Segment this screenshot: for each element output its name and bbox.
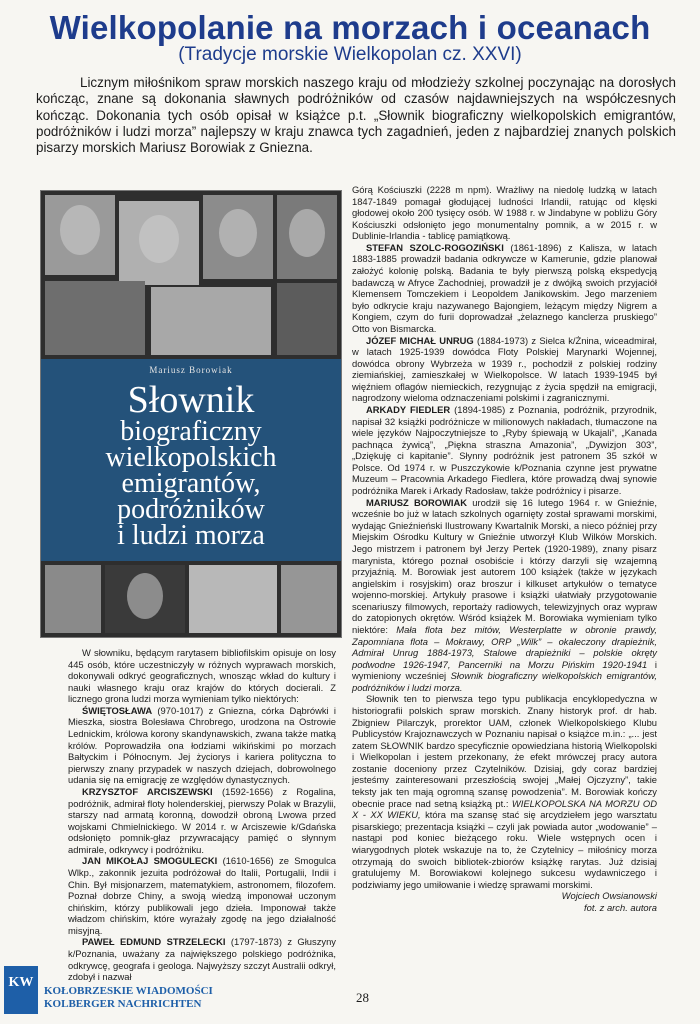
cover-title-line: Słownik bbox=[127, 379, 255, 421]
paragraph-text: i wymieniony wcześniej bbox=[352, 658, 657, 682]
book-cover-image bbox=[40, 190, 342, 638]
cover-title-panel bbox=[41, 359, 341, 561]
cover-photo bbox=[189, 565, 277, 633]
book-titles: Mała flota bez mitów, Westerplatte w obronie prawdy, Zapomniana flota – Mokrawy, ORP „Wilk” – okaleczony drapieżnik, Admirał Unrug 1884-1973, Stalowe drapieżniki – polskie okręty podwodne 1926-1947, Pancerniki na Morzu Pińskim 1920-1941 bbox=[352, 623, 657, 670]
paragraph-text: Słownik ten to pierwsza tego typu publikacja encyklopedyczna w historiografii polskich spraw morskich. Znany historyk prof. dr hab. Zbigniew Pilarczyk, prorektor UAM, członek Wielkopolskiego Klubu Publicystów Krajoznawczych w Poznaniu napisał o książce m.in.: „... jest zatem SŁOWNIK bardzo specyficznie opowiedziana historią Wielkopolski i Wielkopolan i jestem przekonany, że efekt mrówczej pracy autora zostanie doceniony przez Czytelników. Dzisiaj, gdy coraz bardziej jesteśmy zainteresowani przeszłością swojej „Małej Ojczyzny”, takie teksty jak ten mają ogromną szansę powodzenia”. M. Borowiak kończy obecnie prace nad setną książką pt.: bbox=[352, 693, 657, 809]
article-title: Wielkopolanie na morzach i oceanach bbox=[49, 9, 651, 46]
paragraph-text: (1592-1656) z Rogalina, podróżnik, admirał floty holenderskiej, pierwszy Polak w Brazylii, starszy nad armatą koronną, dowodził obroną Lwowa przed wojskami Chmielnickiego. W 2014 r. w Arciszewie k/Gdańska odsłonięto pomnik-głaz przywracający pamięć o słynnym admirale, odkrywcy i podróżniku. bbox=[68, 785, 336, 855]
magazine-name-german: KOLBERGER NACHRICHTEN bbox=[44, 998, 202, 1010]
right-column bbox=[352, 184, 657, 913]
book-title: Słownik biograficzny wielkopolskich emigrantów, podróżników i ludzi morza. bbox=[352, 670, 657, 693]
person-name: JAN MIKOŁAJ SMOGULECKI bbox=[82, 855, 218, 867]
magazine-logo bbox=[4, 966, 38, 1014]
magazine-name bbox=[44, 985, 213, 1011]
paragraph bbox=[68, 705, 336, 786]
person-name: KRZYSZTOF ARCISZEWSKI bbox=[82, 785, 213, 797]
photo-credit: fot. z arch. autora bbox=[584, 901, 657, 913]
person-name: MARIUSZ BOROWIAK bbox=[366, 496, 468, 508]
paragraph-text: (970-1017) z Gniezna, córka Dąbrówki i Mieszka, siostra Bolesława Chrobrego, urodzona na Ostrowie Lednickim, królowa korony skandynawskich, zwana także matką królów. Poprowadziła ona łodziami wikińskimi po morzach Bałtyckim i Północnym. Jej życiorys i kariera polityczna to pierwszy znany przypadek w naszych dziejach, dobrowolnego udania się na emigrację ze względów dynastycznych. bbox=[68, 704, 336, 786]
cover-title-line: wielkopolskich bbox=[105, 442, 277, 473]
cover-author: Mariusz Borowiak bbox=[149, 365, 233, 375]
paragraph bbox=[352, 693, 657, 890]
paragraph bbox=[68, 855, 336, 936]
article-author: Wojciech Owsianowski bbox=[561, 890, 657, 902]
cover-title-line: biograficzny bbox=[120, 416, 262, 447]
person-name: STEFAN SZOLC-ROGOZIŃSKI bbox=[366, 241, 504, 253]
left-column bbox=[68, 647, 336, 983]
cover-photo bbox=[105, 565, 185, 633]
cover-photo bbox=[203, 195, 273, 279]
paragraph: Górą Kościuszki (2228 m npm). Wrażliwy na niedolę ludzką w latach 1847-1849 pomagał głodującej ludności Irlandii, ratując od klęski głodowej około 200 tysięcy osób. W 1988 r. w Jindabyne w pobliżu Góry Kościuszki odsłonięto jego monumentalny pomnik, a w 2015 r. w Dublinie-Irlandia - tablicę pamiątkową. bbox=[352, 184, 657, 242]
paragraph bbox=[352, 242, 657, 335]
cover-photo bbox=[119, 201, 199, 285]
cover-photo bbox=[281, 565, 337, 633]
paragraph bbox=[68, 936, 336, 982]
paragraph-text: (1861-1896) z Kalisza, w latach 1883-1885 prowadził badania odkrywcze w Kamerunie, gdzie planował założyć kolonię polską. Badania te były pierwszą polską ekspedycją badawczą w Afryce Zachodniej, prowadził je z dwójką swoich przyjaciół Klemensem Tomczekiem i Leopoldem Janikowskim. Jego marzeniem było odkrycie kraju nazywanego Bajongiem, leżącym między Nigrem a Kongiem, czym do furii doprowadzał „żelaznego kanclerza pruskiego” Otto von Bismarcka. bbox=[352, 241, 657, 334]
cover-title-line: i ludzi morza bbox=[117, 520, 265, 551]
paragraph-text: (1884-1973) z Sielca k/Żnina, wiceadmirał, w latach 1925-1939 dowódca Floty Polskiej Marynarki Wojennej, dowódca obrony Wybrzeża w 1939 r., pochodził z polskiej rodziny ziemiańskiej, zamieszkałej w Wielkopolsce. W latach 1939-1945 był więźniem oflagów niemieckich, rezygnując z życia spędził na emigracji, nagrodzony wieloma odznaczeniami polskimi i zagranicznymi. bbox=[352, 334, 657, 404]
cover-photo bbox=[277, 283, 337, 355]
cover-photo bbox=[45, 281, 145, 355]
cover-title bbox=[41, 381, 341, 549]
person-name: ŚWIĘTOSŁAWA bbox=[82, 704, 153, 716]
page-number: 28 bbox=[356, 990, 369, 1005]
cover-photo bbox=[45, 565, 101, 633]
paragraph bbox=[68, 786, 336, 855]
paragraph-text: (1894-1985) z Poznania, podróżnik, przyrodnik, napisał 32 książki podróżnicze w milionowych nakładach, tłumaczone na wiele języków Najpoczytniejsze to „Ryby śpiewają w Ukajali”, „Kanada pachnąca żywicą”, „Piękna straszna Amazonia”, „Dywizjon 303”, „Dziękuję ci kapitanie”. Słynny podróżnik jest patronem 35 szkół w Polsce. Od 1974 r. w Puszczykowie k/Poznania czynne jest prywatne Muzeum – Pracownia Arkadego Fiedlera, które prowadzą dwaj synowie podróżnika Marek i Arkady Radosław, także podróżnicy i pisarze. bbox=[352, 403, 657, 497]
article-intro: Licznym miłośnikom spraw morskich naszego kraju od młodzieży szkolnej poczynając na dorosłych kończąc, znane są dokonania sławnych podróżników od czasów najdawniejszych na współczesnych kończąc. Dokonania tych osób opisał w książce p.t. „Słownik biograficzny wielkopolskich emigrantów, podróżników i ludzi morza” najlepszy w kraju znawca tych zagadnień, jeden z najbardziej znanych polskich pisarzy morskich Mariusz Borowiak z Gniezna. bbox=[36, 75, 676, 156]
person-name: ARKADY FIEDLER bbox=[366, 403, 451, 415]
paragraph bbox=[352, 404, 657, 497]
person-name: PAWEŁ EDMUND STRZELECKI bbox=[82, 936, 226, 948]
paragraph-text: która ma szansę stać się arcydziełem jego warsztatu pisarskiego; prezentacja książki – czyli jak powiada autor „wodowanie” – nastąpi pod koniec bieżącego roku. Wiele wstępnych ocen i wiarygodnych plotek wskazuje na to, że Czytelnicy – miłośnicy morza otrzymają do swoich bibliotek-zbiorów książkę rarytas. Już dzisiaj gratulujemy M. Borowiakowi kolejnego sukcesu wydawniczego i podziwiamy jego umiłowanie i wiedzę sprawami morskimi. bbox=[352, 809, 657, 890]
cover-photo bbox=[45, 195, 115, 275]
paragraph-text: (1797-1873) z Głuszyny k/Poznania, uważany za największego polskiego podróżnika, odkrywcę, geografa i geologa. Najwyższy szczyt Australii odkrył, zdobył i nazwał bbox=[68, 936, 336, 983]
paragraph-text: (1610-1656) ze Smogulca Wlkp., zakonnik jezuita podróżował do Italii, Portugalii, Indii i Chin. Był misjonarzem, matematykiem, astronomem, filozofem. Poznał dobrze Chiny, a swoją wiedzą imponował uczonym chińskim, którzy publikowali jego dzieła. Imponował także władzom chińskim, które wyrażały zgodę na jego działalność misyjną. bbox=[68, 855, 336, 936]
paragraph bbox=[352, 497, 657, 694]
paragraph: W słowniku, będącym rarytasem bibliofilskim opisuje on losy 445 osób, które uczestniczyły w różnych wyprawach morskich, dokonywali odkryć geograficznych, wnosząc wkład do kultury i nauki własnego kraju oraz krajów do których docierali. Z licznego grona ludzi morza wymieniam tylko niektórych: bbox=[68, 647, 336, 705]
magazine-name-polish: KOŁOBRZESKIE WIADOMOŚCI bbox=[44, 985, 213, 997]
paragraph-text: urodził się 16 lutego 1964 r. w Gnieźnie, wcześnie bo już w latach szkolnych ogarnięty został sprawami morskimi, wydając Gnieźnieński Ilustrowany Kwartalnik Morski, a nieco później przy Miejskim Ośrodku Kultury w Gnieźnie utworzył Klub Wilków Morskich. Jego mistrzem i patronem był Jerzy Pertek (1920-1989), znany pisarz marynista, którego poznał osobiście i którzy darzyli się wzajemną przyjaźnią. M. Borowiak jest autorem 100 książek (także w językach angielskim i rosyjskim) oraz broszur i kilkuset artykułów o tematyce wojenno-morskiej. Artykuły prasowe i książki ułatwiały przygotowanie scenariuszy filmowych, reportaży radiowych, telewizyjnych oraz wypraw do zatopionych okrętów. Wśród książek M. Borowiaka wymieniam tylko niektóre: bbox=[352, 496, 657, 635]
article-subtitle: (Tradycje morskie Wielkopolan cz. XXVI) bbox=[178, 44, 522, 65]
cover-photo bbox=[151, 287, 271, 355]
cover-title-line: emigrantów, bbox=[121, 468, 261, 499]
paragraph bbox=[352, 335, 657, 404]
book-title: WIELKOPOLSKA NA MORZU OD X - XX WIEKU, bbox=[352, 797, 657, 821]
logo-text: KW bbox=[8, 975, 34, 990]
cover-photo bbox=[277, 195, 337, 279]
person-name: JÓZEF MICHAŁ UNRUG bbox=[366, 334, 474, 346]
cover-title-line: podróżników bbox=[117, 494, 265, 525]
